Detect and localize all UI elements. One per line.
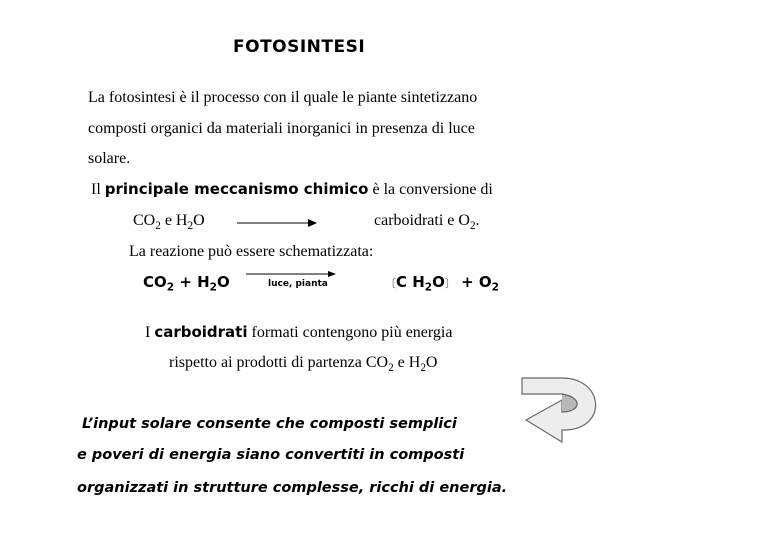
subscript: 2 (491, 281, 499, 294)
energy-suffix: formati contengono più energia (251, 324, 453, 341)
simple-products (374, 212, 480, 230)
eq-plus-h: + H (179, 273, 210, 291)
scheme-text: La reazione può essere schematizzata: (129, 243, 374, 260)
energy-line-2 (169, 354, 437, 372)
arrow-label: luce, pianta (268, 279, 328, 289)
equation-reactants (143, 273, 230, 294)
right-bracket-icon: 〕 (444, 277, 456, 290)
mechanism-suffix: è la conversione di (372, 181, 493, 198)
subscript: 2 (209, 281, 217, 294)
energy-line2-prefix: rispetto ai prodotti di partenza CO (169, 354, 389, 371)
o-text: O (193, 212, 205, 229)
intro-line-3: solare. (88, 150, 131, 167)
eq-plus-o: + O (461, 273, 492, 291)
subscript: 2 (187, 219, 194, 232)
subscript: 2 (155, 219, 161, 232)
energy-line2-mid: e H (397, 354, 421, 371)
energy-line2-end: O (425, 354, 438, 371)
simple-reactants (133, 212, 205, 230)
reaction-arrow-icon (236, 216, 318, 228)
left-bracket-icon: 〔 (385, 277, 396, 290)
energy-prefix: I (145, 324, 151, 341)
closing-line-1: L’input solare consente che composti semplici (82, 416, 457, 432)
mechanism-sentence (91, 180, 493, 199)
equation-arrow-icon (245, 269, 337, 279)
page-title: FOTOSINTESI (233, 37, 366, 57)
curved-arrow-icon (518, 372, 610, 444)
subscript: 2 (166, 281, 175, 294)
eq-o: O (216, 273, 230, 291)
co-text: CO (133, 212, 156, 229)
closing-line-2: e poveri di energia siano convertiti in composti (77, 447, 465, 463)
mechanism-bold: principale meccanismo chimico (104, 180, 369, 198)
intro-line-1: La fotosintesi è il processo con il quale le piante sintetizzano (88, 89, 478, 106)
eq-o: O (432, 273, 445, 291)
eq-co: CO (143, 273, 167, 291)
products-text: carboidrati e O (374, 212, 470, 229)
closing-line-3: organizzati in strutture complesse, ricchi di energia. (77, 480, 508, 496)
dot-text: . (475, 212, 480, 229)
subscript: 2 (388, 361, 394, 374)
subscript: 2 (420, 361, 426, 374)
subscript: 2 (424, 281, 433, 294)
intro-line-2: composti organici da materiali inorganici in presenza di luce (88, 120, 475, 137)
and-h-text: e H (164, 212, 188, 229)
eq-c-h: C H (396, 273, 425, 291)
mechanism-prefix: Il (91, 181, 101, 198)
equation-products (385, 273, 499, 294)
energy-bold: carboidrati (154, 323, 248, 341)
energy-line-1 (145, 323, 452, 342)
subscript: 2 (469, 219, 476, 232)
